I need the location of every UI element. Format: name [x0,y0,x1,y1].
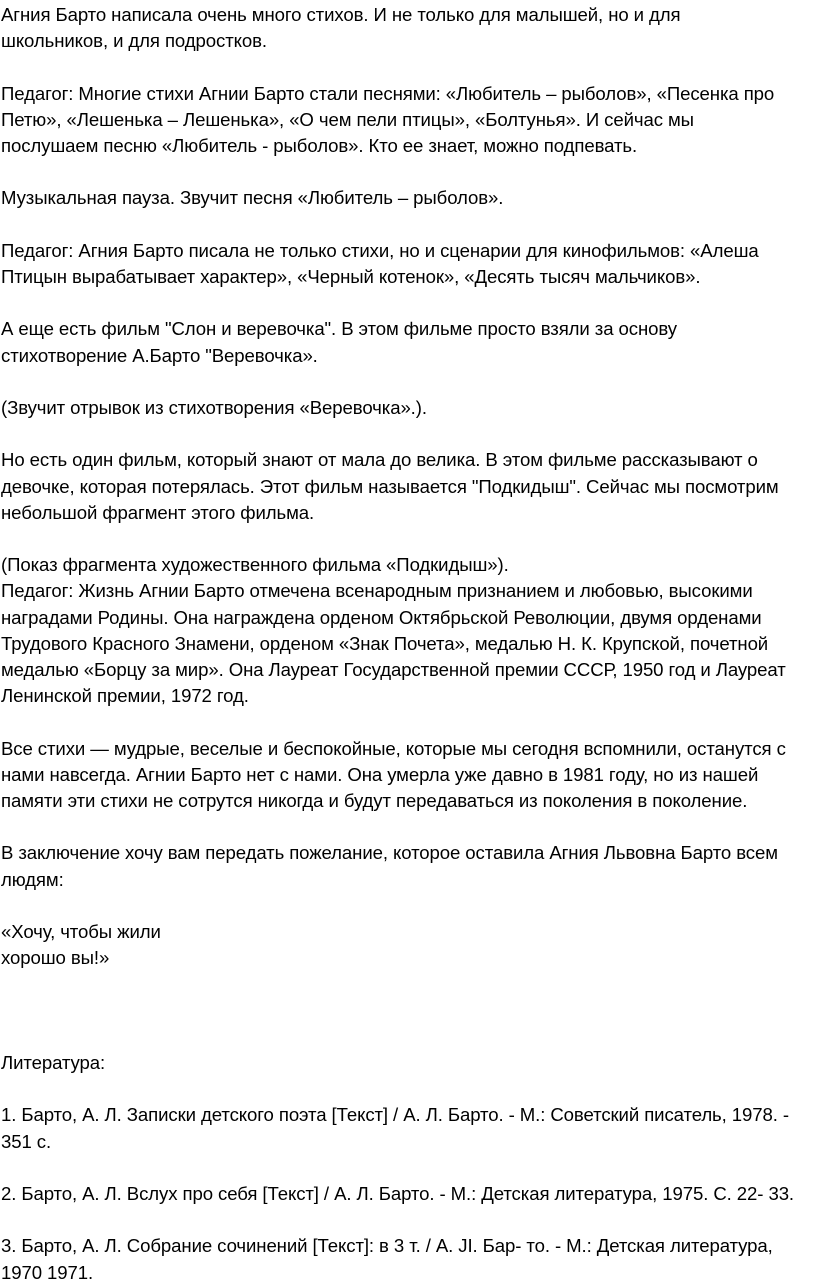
paragraph-spacer [1,893,810,919]
paragraph-music-pause: Музыкальная пауза. Звучит песня «Любитель – рыболов». [1,187,504,209]
paragraph-screenplays: Педагог: Агния Барто писала не только стихи, но и сценарии для кинофильмов: «Алеша Птицын вырабатывает характер», «Черный котенок», «Десять тысяч мальчиков». [1,239,759,287]
literature-item: 1. Барто, А. Л. Записки детского поэта [Текст] / А. Л. Барто. - М.: Советский писатель, 1978. - 351 с. [1,1104,789,1152]
paragraph-spacer [1,1155,810,1181]
paragraph-awards: Педагог: Жизнь Агнии Барто отмечена всенародным признанием и любовью, высокими наградами Родины. Она награждена орденом Октябрьской Революции, двумя орденами Трудового Красного Знамени, орденом «Знак Почета», медалью Н. К. Крупской, почетной медалью «Борцу за мир». Она Лауреат Государственной премии СССР, 1950 год и Лауреат Ленинской премии, 1972 год. [1,580,786,707]
paragraph-intro: Агния Барто написала очень много стихов. И не только для малышей, но и для школьников, и для подростков. [1,4,681,52]
literature-item: 2. Барто, А. Л. Вслух про себя [Текст] / А. Л. Барто. - М.: Детская литература, 1975. С. 22- 33. [1,1182,794,1204]
paragraph-spacer [1,1207,810,1233]
paragraph-spacer [1,290,810,316]
paragraph-elephant-film: А еще есть фильм "Слон и веревочка". В этом фильме просто взяли за основу стихотворение А.Барто "Веревочка». [1,318,677,366]
literature-item: 3. Барто, А. Л. Собрание сочинений [Текст]: в 3 т. / А. JI. Бар- то. - М.: Детская литература, 1970 1971. [1,1235,773,1283]
paragraph-conclusion: В заключение хочу вам передать пожелание, которое оставила Агния Львовна Барто всем людям: [1,842,778,890]
paragraph-film-fragment: (Показ фрагмента художественного фильма «Подкидыш»). [1,554,509,576]
literature-heading: Литература: [1,1051,106,1073]
paragraph-spacer [1,971,810,1023]
paragraph-spacer [1,369,810,395]
paragraph-spacer [1,814,810,840]
paragraph-spacer [1,421,810,447]
paragraph-spacer [1,709,810,735]
paragraph-songs: Педагог: Многие стихи Агнии Барто стали песнями: «Любитель – рыболов», «Песенка про Петю», «Лешенька – Лешенька», «О чем пели птицы», «Болтунья». И сейчас мы послушаем песню «Любитель - рыболов». Кто ее знает, можно подпевать. [1,82,775,156]
paragraph-spacer [1,54,810,80]
paragraph-spacer [1,159,810,185]
paragraph-spacer [1,526,810,552]
paragraph-spacer [1,212,810,238]
paragraph-poem-excerpt: (Звучит отрывок из стихотворения «Веревочка».). [1,396,427,418]
paragraph-foundling-film: Но есть один фильм, который знают от мала до велика. В этом фильме рассказывают о девочке, которая потерялась. Этот фильм называется "Подкидыш". Сейчас мы посмотрим небольшой фрагмент этого фильма. [1,449,779,523]
paragraph-wish-quote: «Хочу, чтобы жили хорошо вы!» [1,920,161,969]
paragraph-spacer [1,1076,810,1102]
paragraph-spacer [1,1024,810,1050]
paragraph-memory: Все стихи — мудрые, веселые и беспокойные, которые мы сегодня вспомнили, останутся с нами навсегда. Агнии Барто нет с нами. Она умерла уже давно в 1981 году, но из нашей памяти эти стихи не сотрутся никогда и будут передаваться из поколения в поколение. [1,737,786,811]
